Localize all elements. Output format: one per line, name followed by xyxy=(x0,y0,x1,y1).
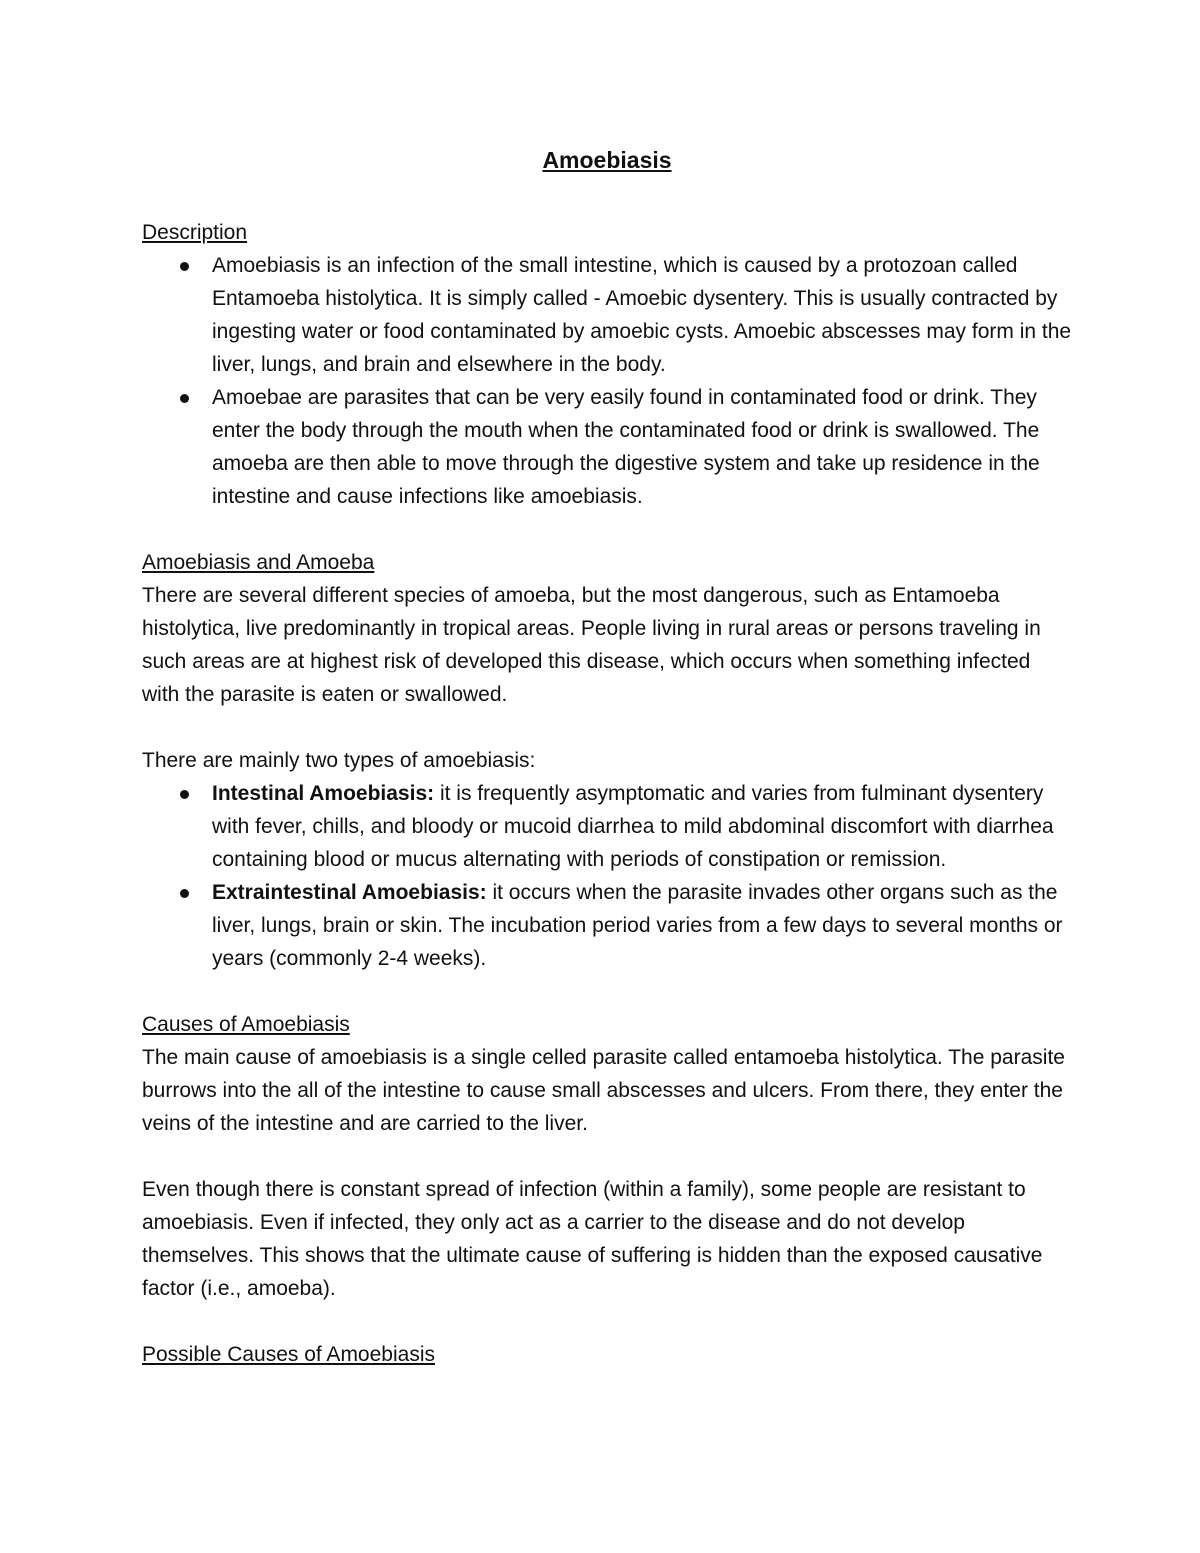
type-text: it occurs when the parasite invades other organs such as the liver, lungs, brain or skin. The incubation period varies from a few days to several months or years (commonly 2-4 weeks). xyxy=(212,881,1063,970)
possible-causes-heading: Possible Causes of Amoebiasis xyxy=(142,1343,435,1366)
spacer xyxy=(142,711,1072,744)
description-heading: Description xyxy=(142,221,248,244)
document-page xyxy=(142,144,1072,1371)
types-intro: There are mainly two types of amoebiasis: xyxy=(142,749,536,772)
types-list xyxy=(142,777,1072,975)
description-list xyxy=(142,249,1072,513)
type-intestinal xyxy=(142,777,1072,876)
bullet-icon xyxy=(180,394,189,403)
amoeba-paragraph: There are several different species of amoeba, but the most dangerous, such as Entamoeba histolytica, live predominantly in tropical areas. People living in rural areas or persons traveling in such areas are at highest risk of developed this disease, which occurs when something infected with the parasite is eaten or swallowed. xyxy=(142,584,1041,706)
causes-paragraph-2: Even though there is constant spread of infection (within a family), some people are resistant to amoebiasis. Even if infected, they only act as a carrier to the disease and do not develop themselves. This shows that the ultimate cause of suffering is hidden than the exposed causative factor (i.e., amoeba). xyxy=(142,1178,1043,1300)
bullet-icon xyxy=(180,889,189,898)
bullet-icon xyxy=(180,262,189,271)
type-extraintestinal xyxy=(142,876,1072,975)
document-title: Amoebiasis xyxy=(542,147,672,173)
description-bullet-text: Amoebae are parasites that can be very easily found in contaminated food or drink. They enter the body through the mouth when the contaminated food or drink is swallowed. The amoeba are then able to move through the digestive system and take up residence in the intestine and cause infections like amoebiasis. xyxy=(212,386,1040,508)
bullet-icon xyxy=(180,790,189,799)
type-text: it is frequently asymptomatic and varies from fulminant dysentery with fever, chills, and bloody or mucoid diarrhea to mild abdominal discomfort with diarrhea containing blood or mucus alternating with periods of constipation or remission. xyxy=(212,782,1054,871)
spacer xyxy=(142,513,1072,546)
type-term: Intestinal Amoebiasis: xyxy=(212,782,435,805)
type-term: Extraintestinal Amoebiasis: xyxy=(212,881,487,904)
causes-paragraph-1: The main cause of amoebiasis is a single celled parasite called entamoeba histolytica. The parasite burrows into the all of the intestine to cause small abscesses and ulcers. From there, they enter the veins of the intestine and are carried to the liver. xyxy=(142,1046,1065,1135)
spacer xyxy=(142,1140,1072,1173)
description-bullet-1 xyxy=(142,249,1072,381)
description-bullet-2 xyxy=(142,381,1072,513)
description-bullet-text: Amoebiasis is an infection of the small intestine, which is caused by a protozoan called Entamoeba histolytica. It is simply called - Amoebic dysentery. This is usually contracted by ingesting water or food contaminated by amoebic cysts. Amoebic abscesses may form in the liver, lungs, and brain and elsewhere in the body. xyxy=(212,254,1072,376)
spacer xyxy=(142,1305,1072,1338)
amoeba-heading: Amoebiasis and Amoeba xyxy=(142,551,375,574)
spacer xyxy=(142,975,1072,1008)
causes-heading: Causes of Amoebiasis xyxy=(142,1013,350,1036)
